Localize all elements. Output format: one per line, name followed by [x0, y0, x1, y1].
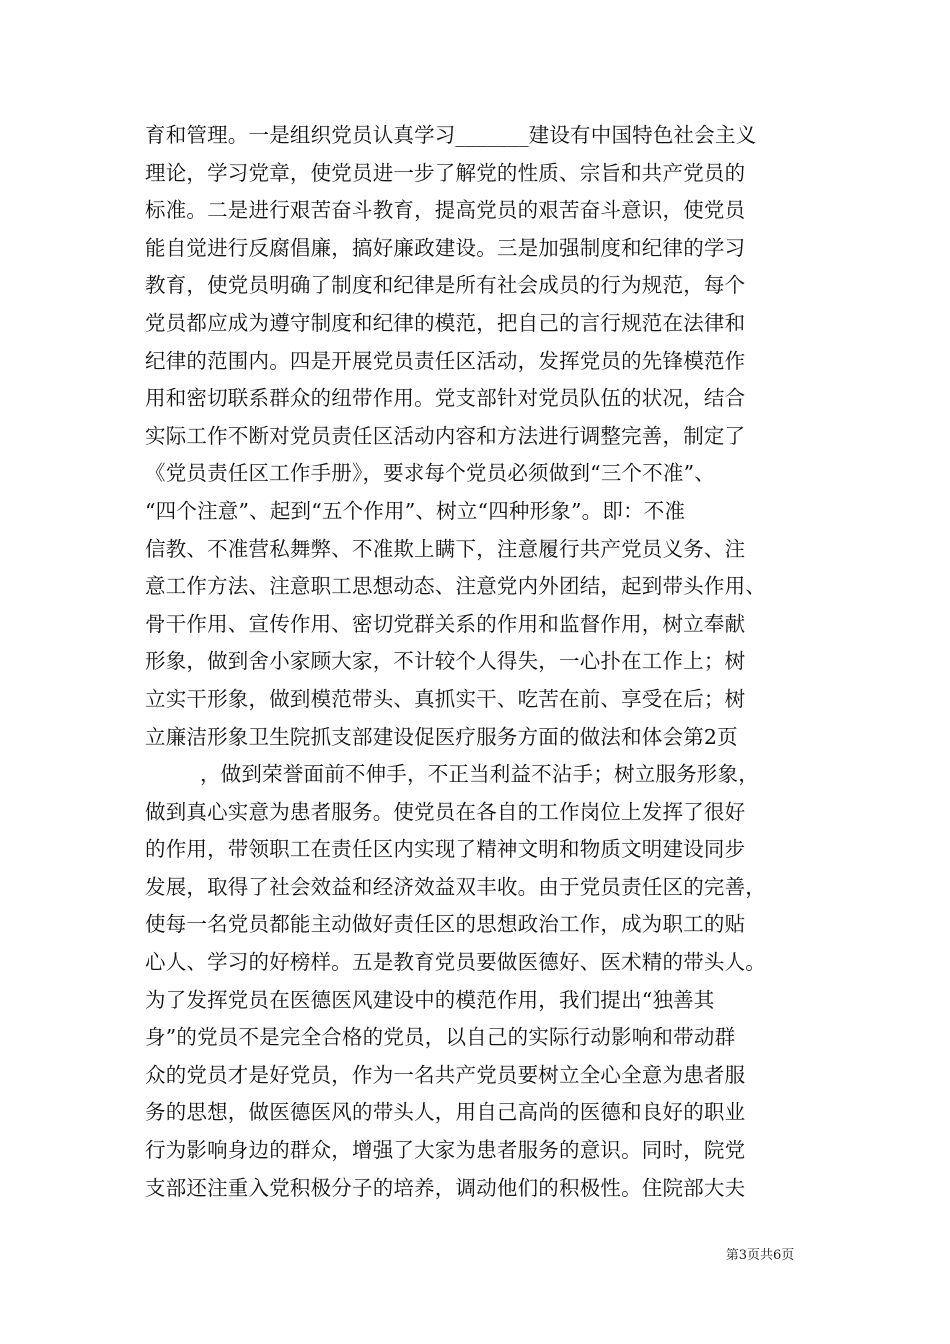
text-line: 意工作方法、注意职工思想动态、注意党内外团结，起到带头作用、 [145, 574, 766, 599]
text-line: 形象，做到舍小家顾大家，不计较个人得失，一心扑在工作上；树 [145, 649, 746, 674]
text-line: 理论，学习党章，使党员进一步了解党的性质、宗旨和共产党员的 [145, 160, 746, 185]
text-line: 骨干作用、宣传作用、密切党群关系的作用和监督作用，树立奉献 [145, 611, 746, 636]
body-text [145, 117, 805, 1207]
text-line: 众的党员才是好党员，作为一名共产党员要树立全心全意为患者服 [145, 1062, 746, 1087]
text-line: 身”的党员不是完全合格的党员，以自己的实际行动影响和带动群 [145, 1025, 736, 1050]
text-line: 发展，取得了社会效益和经济效益双丰收。由于党员责任区的完善， [145, 874, 766, 899]
text-line: 纪律的范围内。四是开展党员责任区活动，发挥党员的先锋模范作 [145, 348, 746, 373]
text-line: 的作用，带领职工在责任区内实现了精神文明和物质文明建设同步 [145, 837, 746, 862]
page-number-footer: 第3页共6页 [725, 1248, 795, 1263]
text-line-indented: ，做到荣誉面前不伸手，不正当利益不沾手；树立服务形象， [200, 762, 759, 787]
text-line: 支部还注重入党积极分子的培养，调动他们的积极性。住院部大夫 [145, 1175, 746, 1200]
text-line: 党员都应成为遵守制度和纪律的模范，把自己的言行规范在法律和 [145, 310, 746, 335]
text-line: 行为影响身边的群众，增强了大家为患者服务的意识。同时，院党 [145, 1138, 746, 1163]
text-line: 立实干形象，做到模范带头、真抓实干、吃苦在前、享受在后；树 [145, 686, 746, 711]
text-line: 标准。二是进行艰苦奋斗教育，提高党员的艰苦奋斗意识，使党员 [145, 198, 746, 223]
text-line: “四个注意”、起到“五个作用”、树立“四种形象”。即：不准 [145, 498, 686, 523]
text-line: 《党员责任区工作手册》，要求每个党员必须做到“三个不准”、 [145, 461, 716, 486]
text-line: 能自觉进行反腐倡廉，搞好廉政建设。三是加强制度和纪律的学习 [145, 235, 746, 260]
text-line: 务的思想，做医德医风的带头人，用自己高尚的医德和良好的职业 [145, 1100, 746, 1125]
text-line: 信教、不准营私舞弊、不准欺上瞒下，注意履行共产党员义务、注 [145, 536, 746, 561]
text-line: 用和密切联系群众的纽带作用。党支部针对党员队伍的状况，结合 [145, 386, 746, 411]
text-line: 做到真心实意为患者服务。使党员在各自的工作岗位上发挥了很好 [145, 799, 746, 824]
text-line: 使每一名党员都能主动做好责任区的思想政治工作，成为职工的贴 [145, 912, 746, 937]
text-line: 为了发挥党员在医德医风建设中的模范作用，我们提出“独善其 [145, 987, 715, 1012]
text-line: 心人、学习的好榜样。五是教育党员要做医德好、医术精的带头人。 [145, 950, 766, 975]
text-line: 立廉洁形象卫生院抓支部建设促医疗服务方面的做法和体会第2页 [145, 724, 738, 749]
text-line: 实际工作不断对党员责任区活动内容和方法进行调整完善，制定了 [145, 423, 746, 448]
text-line: 教育，使党员明确了制度和纪律是所有社会成员的行为规范，每个 [145, 273, 746, 298]
text-line: 育和管理。一是组织党员认真学习_______建设有中国特色社会主义 [145, 123, 757, 147]
